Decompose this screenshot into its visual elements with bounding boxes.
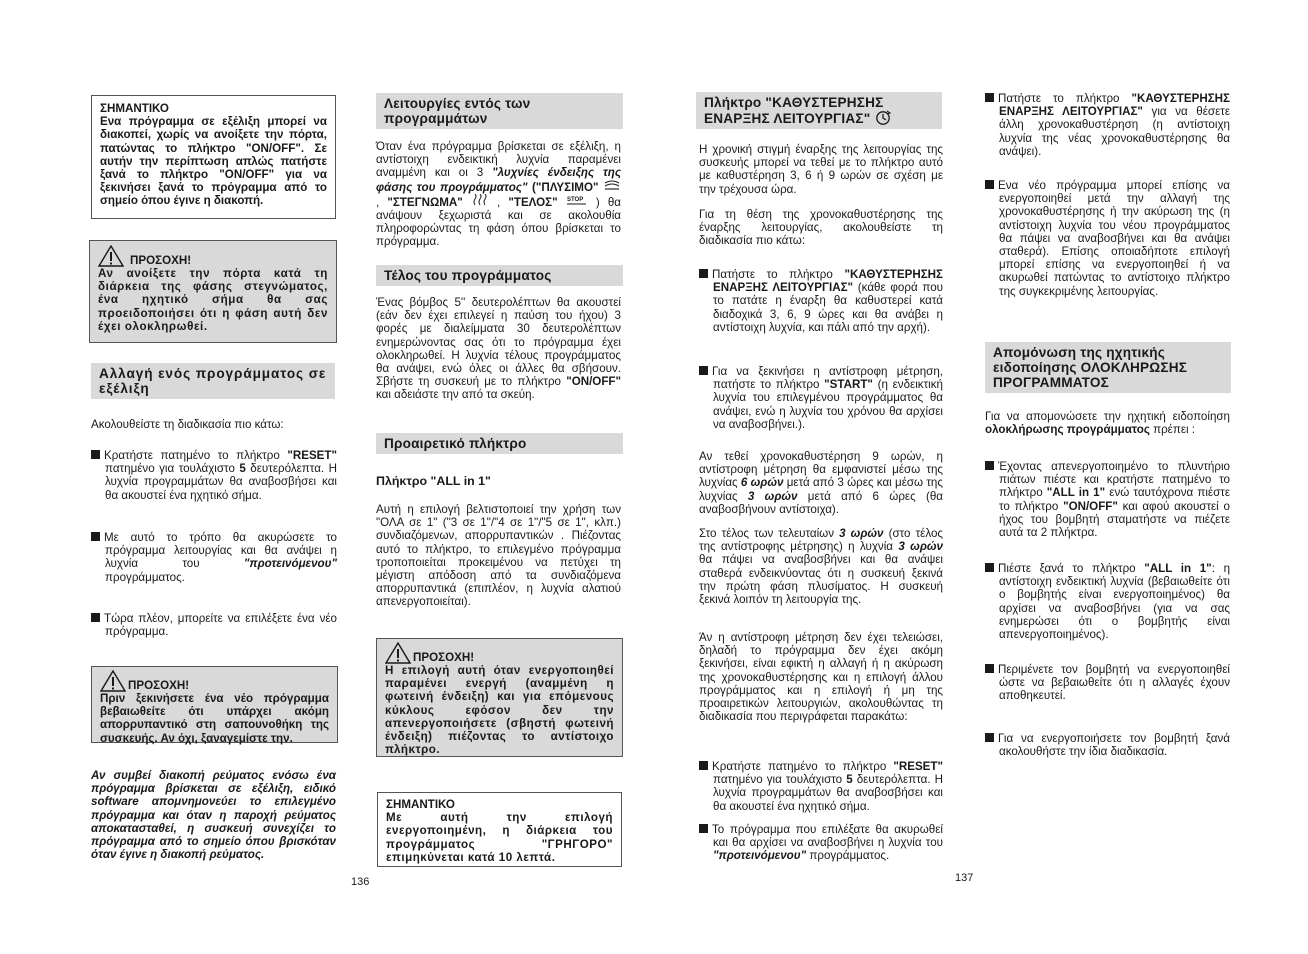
caution-text: Αν ανοίξετε την πόρτα κατά τη διάρκεια της φάσης στεγνώματος, ένα ηχητικό σήμα θα σας προειδοποιήσει ότι η φάση αυτή δεν έχει ολοκληρωθεί.: [98, 267, 328, 333]
bullet-square-icon: [985, 664, 994, 673]
bullet-square-icon: [985, 461, 994, 470]
list-item: Πατήστε το πλήκτρο "ΚΑΘΥΣΤΕΡΗΣΗΣ ΕΝΑΡΞΗΣ ΛΕΙΤΟΥΡΓΙΑΣ" για να θέσετε άλλη χρονοκαθυστέρηση (η αντίστοιχη λυχνία της νέας χρονοκαθυστέρησης θα ανάψει).: [985, 92, 1230, 158]
section-heading-optional-key: Προαιρετικό πλήκτρο: [376, 433, 623, 454]
section-heading-end-of-program: Τέλος του προγράμματος: [376, 265, 623, 286]
page-number: 136: [351, 876, 370, 888]
important-title: ΣΗΜΑΝΤΙΚΟ: [386, 798, 455, 811]
important-title: ΣΗΜΑΝΤΙΚΟ: [100, 102, 169, 115]
warning-triangle-icon: [385, 642, 411, 664]
delay-paragraph-2: Για τη θέση της χρονοκαθυστέρησης της έναρξης λειτουργίας, ακολουθείστε τη διαδικασία πιο κάτω:: [699, 208, 943, 248]
delay-paragraph-3: Αν τεθεί χρονοκαθυστέρηση 9 ωρών, η αντίστροφη μέτρηση θα εμφανιστεί μέσω της λυχνίας 6 ωρών μετά από 3 ώρες και μέσω της λυχνίας 3 ωρών μετά από 6 ώρες (θα αναβοσβήνουν αντίστοιχα).: [699, 450, 943, 516]
bullet-square-icon: [91, 532, 100, 541]
important-text: Ενα πρόγραμμα σε εξέλιξη μπορεί να διακοπεί, χωρίς να ανοίξετε την πόρτα, πατώντας το πλήκτρο "ON/OFF". Σε αυτήν την περίπτωση απλώς πατήστε ξανά το πλήκτρο "ON/OFF" για να ξεκινήσει ξανά το πρόγραμμα από το σημείο όπου έγινε η διακοπή.: [100, 115, 327, 208]
wash-phase-icon: [603, 180, 621, 191]
list-item: Περιμένετε τον βομβητή να ενεργοποιηθεί ώστε να βεβαιωθείτε ότι η αλλαγές έχουν αποθηκευτεί.: [985, 663, 1230, 703]
important-text: Με αυτή την επιλογή ενεργοποιημένη, η διάρκεια του προγράμματος "ΓΡΗΓΟΡΟ" επιμηκύνεται κατά 10 λεπτά.: [386, 811, 613, 864]
caution-box-2: [91, 666, 338, 743]
bullet-square-icon: [985, 93, 994, 102]
power-failure-note: Αν συμβεί διακοπή ρεύματος ενόσω ένα πρόγραμμα βρίσκεται σε εξέλιξη, ειδικό software απομνημονεύει το επιλεγμένο πρόγραμμα και όταν η παροχή ρεύματος αποκατασταθεί, η συσκευή συνεχίζει το πρόγραμμα από το σημείο όπου βρισκόταν όταν έγινε η διακοπή ρεύματος.: [91, 769, 336, 862]
change-intro: Ακολουθείστε τη διαδικασία πιο κάτω:: [91, 418, 284, 431]
bullet-square-icon: [985, 563, 994, 572]
caution-title: ΠΡΟΣΟΧΗ!: [128, 678, 190, 692]
all-in-1-paragraph: Αυτή η επιλογή βελτιστοποιεί την χρήση των "ΟΛΑ σε 1" ("3 σε 1"/"4 σε 1"/"5 σε 1", κλπ.) συνδιαζόμενων, απορρυπαντικών . Πιέζοντας αυτό το πλήκτρο, το επιλεγμένο πρόγραμμα τροποποιείται προκειμένου να πετύχει τη μέγιστη απόδοση από τα συνδιαζόμενα απορρυπαντικά (επιπλέον, η λυχνία αλατιού απενεργοποιείται).: [376, 503, 621, 609]
delay-paragraph-4: Στο τέλος των τελευταίων 3 ωρών (στο τέλος της αντίστροφης μέτρησης) η λυχνία 3 ωρών θα πάψει να αναβοσβήνει και θα ανάψει σταθερά ενδεικνύοντας ότι η συσκευή ξεκινά την πρώτη φάση πλυσίματος. Η συσκευή ξεκινά λοιπόν τη λειτουργία της.: [699, 527, 943, 607]
all-in-1-subheading: Πλήκτρο "ALL in 1": [376, 474, 491, 488]
section-heading-change-program: Αλλαγή ενός προγράμματος σε εξέλιξη: [91, 363, 335, 399]
section-heading-delay-start: Πλήκτρο "ΚΑΘΥΣΤΕΡΗΣΗΣ ΕΝΑΡΞΗΣ ΛΕΙΤΟΥΡΓΙΑΣ": [696, 92, 942, 129]
caution-box-3: [376, 638, 623, 757]
list-item: Με αυτό το τρόπο θα ακυρώσετε το πρόγραμμα λειτουργίας και θα ανάψει η λυχνία του "προτεινόμενου" προγράμματος.: [91, 531, 337, 584]
bullet-square-icon: [699, 269, 708, 278]
section-heading-mute-buzzer: Απομόνωση της ηχητικής ειδοποίησης ΟΛΟΚΛΗΡΩΣΗΣ ΠΡΟΓΡΑΜΜΑΤΟΣ: [985, 342, 1231, 393]
functions-paragraph: Όταν ένα πρόγραμμα βρίσκεται σε εξέλιξη, η αντίστοιχη ενδεικτική λυχνία παραμένει αναμμένη και οι 3 "λυχνίες ένδειξης της φάσης του προγράμματος" ("ΠΛΥΣΙΜΟ" , "ΣΤΕΓΝΩΜΑ" , "ΤΕΛΟΣ" STOP ) θα ανάψουν ξεχωριστά και σε ακολουθία πληροφορώντας τη φάση όπου βρίσκεται το πρόγραμμα.: [376, 140, 622, 249]
list-item: Κρατήστε πατημένο το πλήκτρο "RESET" πατημένο για τουλάχιστο 5 δευτερόλεπτα. Η λυχνία προγραμμάτων θα αναβοσβήσει και θα ακουστεί ένα ηχητικό σήμα.: [699, 760, 943, 813]
bullet-square-icon: [91, 450, 100, 459]
warning-triangle-icon: [100, 670, 126, 692]
bullet-square-icon: [699, 824, 708, 833]
list-item: Για να ενεργοποιήσετε τον βομβητή ξανά ακολουθήστε την ίδια διαδικασία.: [985, 732, 1230, 758]
list-item: Τώρα πλέον, μπορείτε να επιλέξετε ένα νέο πρόγραμμα.: [91, 612, 337, 638]
list-item: Ενα νέο πρόγραμμα μπορεί επίσης να ενεργοποιηθεί μετά την αλλαγή της χρονοκαθυστέρησης ή την ακύρωση της (η αντίστοιχη λυχνία του νέου προγράμματος θα πάψει να αναβοσβήνει και θα ανάψει σταθερά). Επίσης οποιαδήποτε επιλογή μπορεί επίσης να ενεργοποιηθεί ή να ακυρωθεί πατώντας το αντίστοιχο πλήκτρο της συγκεκριμένης λειτουργίας.: [985, 179, 1230, 298]
dry-phase-icon: [471, 194, 489, 206]
list-item: Κρατήστε πατημένο το πλήκτρο "RESET" πατημένο για τουλάχιστο 5 δευτερόλεπτα. Η λυχνία προγραμμάτων θα αναβοσβήσει και θα ακουστεί ένα ηχητικό σήμα.: [91, 449, 337, 502]
important-box-2: [377, 792, 622, 867]
stop-phase-icon: [566, 195, 588, 206]
page-number: 137: [955, 872, 974, 884]
list-item: Πιέστε ξανά το πλήκτρο "ALL in 1": η αντίστοιχη ενδεικτική λυχνία (βεβαιωθείτε ότι ο βομβητής είναι ενεργοποιημένος) θα αρχίσει να αναβοσβήνει (για να σας ενημερώσει ότι ο βομβητής είναι απενεργοποιημένος).: [985, 562, 1230, 641]
delay-clock-icon: [874, 110, 892, 126]
caution-box-1: [89, 240, 337, 343]
end-paragraph: Ένας βόμβος 5'' δευτερολέπτων θα ακουστεί (εάν δεν έχει επιλεγεί η παύση του ήχου) 3 φορές με διαλείμματα 30 δευτερολέπτων ενημερώνοντας σας ότι το πρόγραμμα έχει ολοκληρωθεί. Η λυχνία τέλους προγράμματος θα ανάψει, ενώ όλες οι άλλες θα σβήσουν. Σβήστε τη συσκευή με το πλήκτρο "ON/OFF" και αδειάστε την από τα σκεύη.: [376, 296, 621, 402]
bullet-square-icon: [699, 761, 708, 770]
list-item: Για να ξεκινήσει η αντίστροφη μέτρηση, πατήστε το πλήκτρο "START" (η ενδεικτική λυχνία του επιλεγμένου προγράμματος θα ανάψει, ενώ η λυχνία του χρόνου θα αρχίσει να αναβοσβήνει.).: [699, 365, 943, 431]
bullet-square-icon: [699, 366, 708, 375]
bullet-square-icon: [985, 733, 994, 742]
delay-paragraph-5: Άν η αντίστροφη μέτρηση δεν έχει τελειώσει, δηλαδή το πρόγραμμα δεν έχει ακόμη ξεκινήσει, είναι εφικτή η αλλαγή ή η ακύρωση της χρονοκαθυστέρησης και η επιλογή άλλου προγράμματος και η επιλογή ή μη της προαιρετικών λειτουργιών, ακολουθώντας τη διαδικασία που περιγράφεται παρακάτω:: [699, 631, 943, 724]
caution-text: Πριν ξεκινήσετε ένα νέο πρόγραμμα βεβαιωθείτε ότι υπάρχει ακόμη απορρυπαντικό στη σαπουνοθήκη της συσκευής. Αν όχι, ξαναγεμίστε την.: [100, 692, 329, 745]
list-item: Το πρόγραμμα που επιλέξατε θα ακυρωθεί και θα αρχίσει να αναβοσβήνει η λυχνία του "προτεινόμενου" προγράμματος.: [699, 823, 943, 863]
mute-intro: Για να απομονώσετε την ηχητική ειδοποίηση ολοκλήρωσης προγράμματος πρέπει :: [985, 410, 1230, 437]
list-item: Πατήστε το πλήκτρο "ΚΑΘΥΣΤΕΡΗΣΗΣ ΕΝΑΡΞΗΣ ΛΕΙΤΟΥΡΓΙΑΣ" (κάθε φορά που το πατάτε η έναρξη θα καθυστερεί κατά διαδοχικά 3, 6, 9 ώρες και θα ανάβει η αντίστοιχη λυχνία, και πάλι από την αρχή).: [699, 268, 943, 334]
bullet-square-icon: [985, 180, 994, 189]
caution-title: ΠΡΟΣΟΧΗ!: [413, 650, 475, 664]
section-heading-functions: Λειτουργίες εντός των προγραμμάτων: [376, 93, 623, 129]
bullet-square-icon: [91, 613, 100, 622]
caution-title: ΠΡΟΣΟΧΗ!: [130, 253, 192, 267]
delay-paragraph-1: Η χρονική στιγμή έναρξης της λειτουργίας της συσκευής μπορεί να τεθεί με το πλήκτρο αυτό με καθυστέρηση 3, 6 ή 9 ωρών σε σχέση με την τρέχουσα ώρα.: [699, 143, 943, 196]
caution-text: Η επιλογή αυτή όταν ενεργοποιηθεί παραμένει ενεργή (αναμμένη η φωτεινή ένδειξη) και για επόμενους κύκλους εφόσον δεν την απενεργοποιήσετε (σβηστή φωτεινή ένδειξη) πιέζοντας το αντίστοιχο πλήκτρο.: [385, 664, 614, 757]
important-box-1: [91, 95, 336, 219]
list-item: Έχοντας απενεργοποιημένο το πλυντήριο πιάτων πιέστε και κρατήστε πατημένο το πλήκτρο "ALL in 1" ενώ ταυτόχρονα πιέστε το πλήκτρο "ON/OFF" και αφού ακουστεί ο ήχος του βομβητή σταματήστε να πιέζετε αυτά τα 2 πλήκτρα.: [985, 460, 1230, 539]
warning-triangle-icon: [98, 245, 124, 267]
svg-text:STOP: STOP: [566, 196, 583, 203]
